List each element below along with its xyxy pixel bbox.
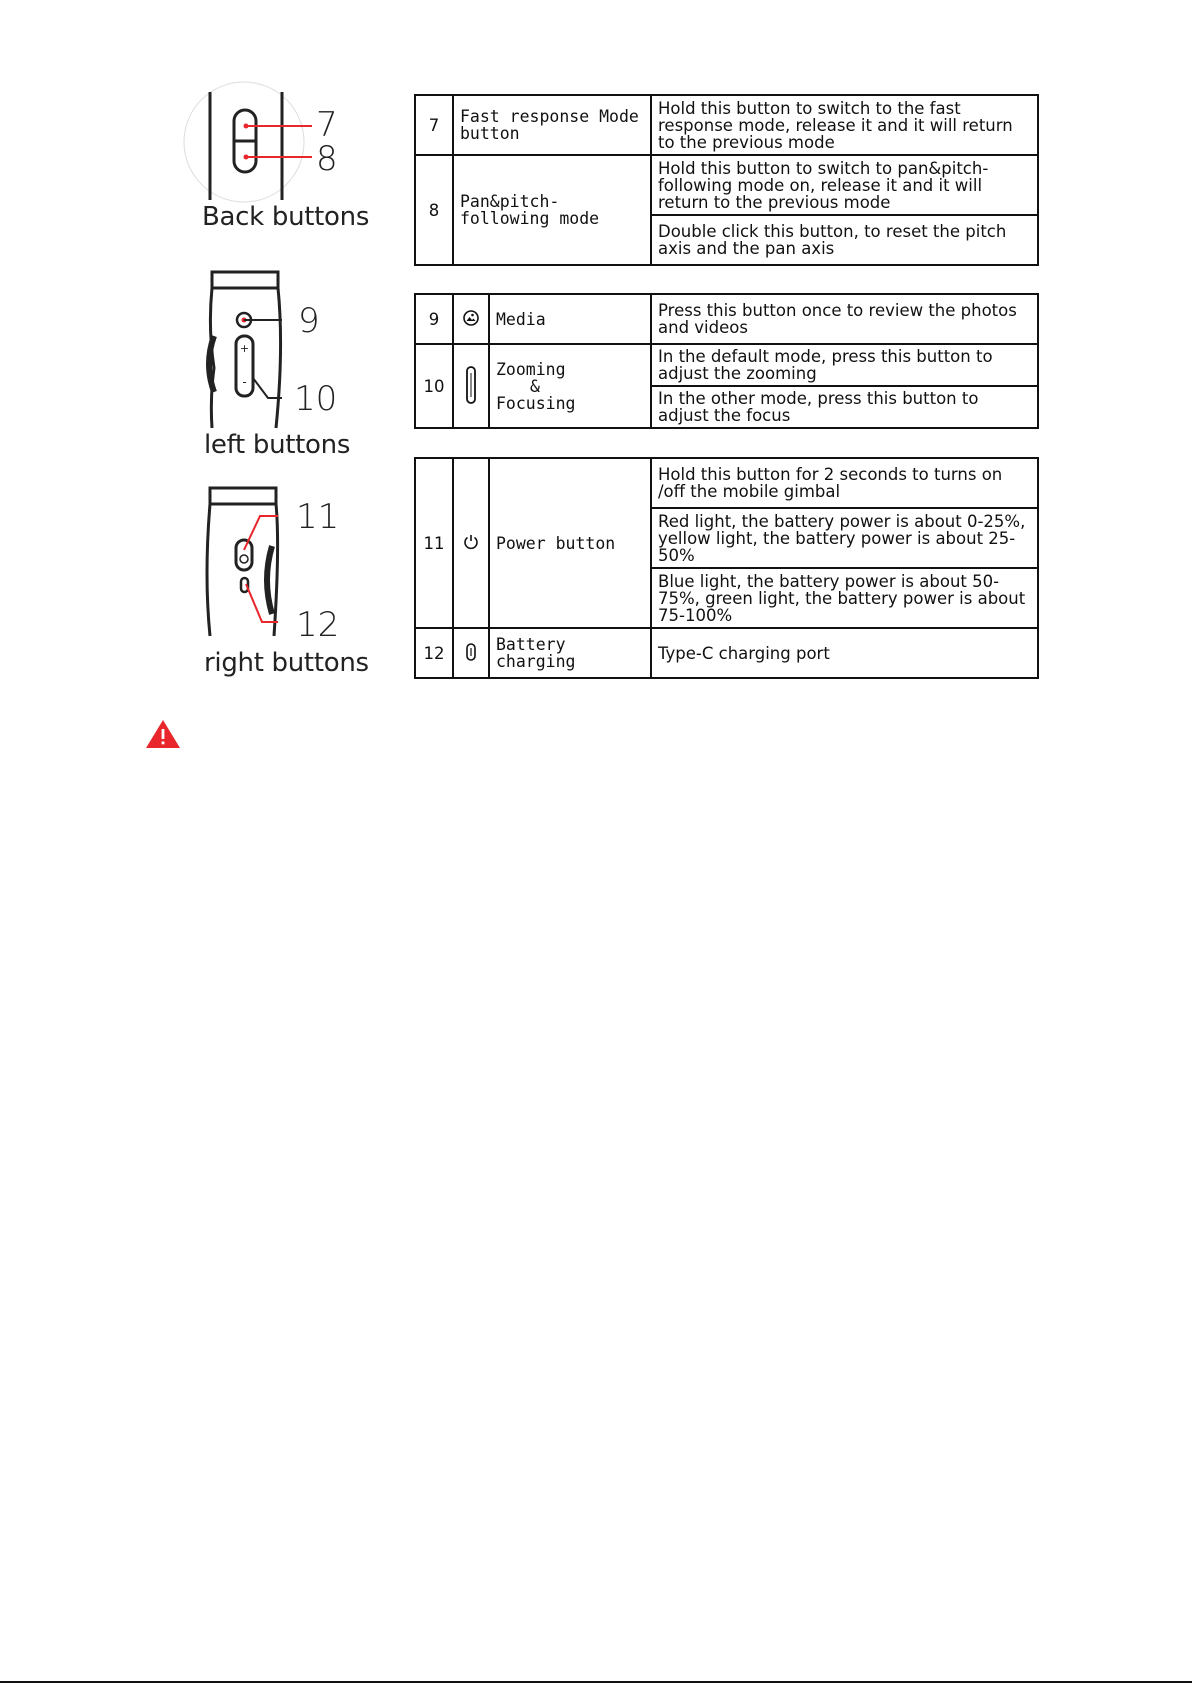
callout-12: 12 <box>296 605 340 645</box>
table-row <box>415 344 1038 386</box>
row-number: 7 <box>415 95 453 155</box>
button-description: Type-C charging port <box>651 628 1038 678</box>
zoom-rocker-icon <box>453 344 489 428</box>
media-icon <box>453 294 489 344</box>
table-row <box>415 458 1038 508</box>
button-name: Fast response Mode button <box>453 95 651 155</box>
left-buttons-figure <box>200 268 400 468</box>
right-buttons-figure <box>200 486 400 686</box>
zoom-focus-name <box>489 344 651 428</box>
button-description: Hold this button for 2 seconds to turns on /off the mobile gimbal <box>651 458 1038 508</box>
page-bottom-rule <box>0 1681 1192 1683</box>
callout-7: 7 <box>316 105 338 145</box>
right-buttons-label: right buttons <box>204 648 369 678</box>
table-row <box>415 294 1038 344</box>
button-description: Double click this button, to reset the pitch axis and the pan axis <box>651 215 1038 265</box>
svg-text:-: - <box>242 375 247 389</box>
left-buttons-table <box>414 293 1039 429</box>
row-number: 9 <box>415 294 453 344</box>
ampersand-label: & <box>530 376 540 396</box>
button-description: In the default mode, press this button to adjust the zooming <box>651 344 1038 386</box>
button-name: Media <box>489 294 651 344</box>
button-description: Blue light, the battery power is about 50-75%, green light, the battery power is about 75-100% <box>651 568 1038 628</box>
row-number: 10 <box>415 344 453 428</box>
power-icon <box>453 458 489 628</box>
row-number: 8 <box>415 155 453 265</box>
button-name: Battery charging <box>489 628 651 678</box>
warning-icon <box>144 718 182 754</box>
row-number: 12 <box>415 628 453 678</box>
zooming-label: Zooming <box>496 359 566 379</box>
callout-8: 8 <box>316 139 338 179</box>
table-row <box>415 628 1038 678</box>
row-number: 11 <box>415 458 453 628</box>
right-buttons-table <box>414 457 1039 679</box>
table-row <box>415 95 1038 155</box>
button-name: Pan&pitch-following mode <box>453 155 651 265</box>
button-description: Hold this button to switch to the fast response mode, release it and it will return to the previous mode <box>651 95 1038 155</box>
button-description: In the other mode, press this button to adjust the focus <box>651 386 1038 428</box>
back-buttons-table <box>414 94 1039 266</box>
back-buttons-figure <box>180 80 380 240</box>
focusing-label: Focusing <box>496 393 576 413</box>
back-buttons-label: Back buttons <box>202 202 370 232</box>
callout-9: 9 <box>298 301 320 341</box>
callout-11: 11 <box>296 497 340 537</box>
usb-c-port-icon <box>453 628 489 678</box>
button-name: Power button <box>489 458 651 628</box>
button-description: Hold this button to switch to pan&pitch-following mode on, release it and it will return to the previous mode <box>651 155 1038 215</box>
button-description: Red light, the battery power is about 0-25%, yellow light, the battery power is about 25-50% <box>651 508 1038 568</box>
svg-text:+: + <box>239 342 250 355</box>
left-buttons-label: left buttons <box>204 430 351 460</box>
callout-10: 10 <box>294 379 338 419</box>
button-description: Press this button once to review the photos and videos <box>651 294 1038 344</box>
gimbal-back-illustration <box>180 80 380 210</box>
table-row <box>415 155 1038 215</box>
